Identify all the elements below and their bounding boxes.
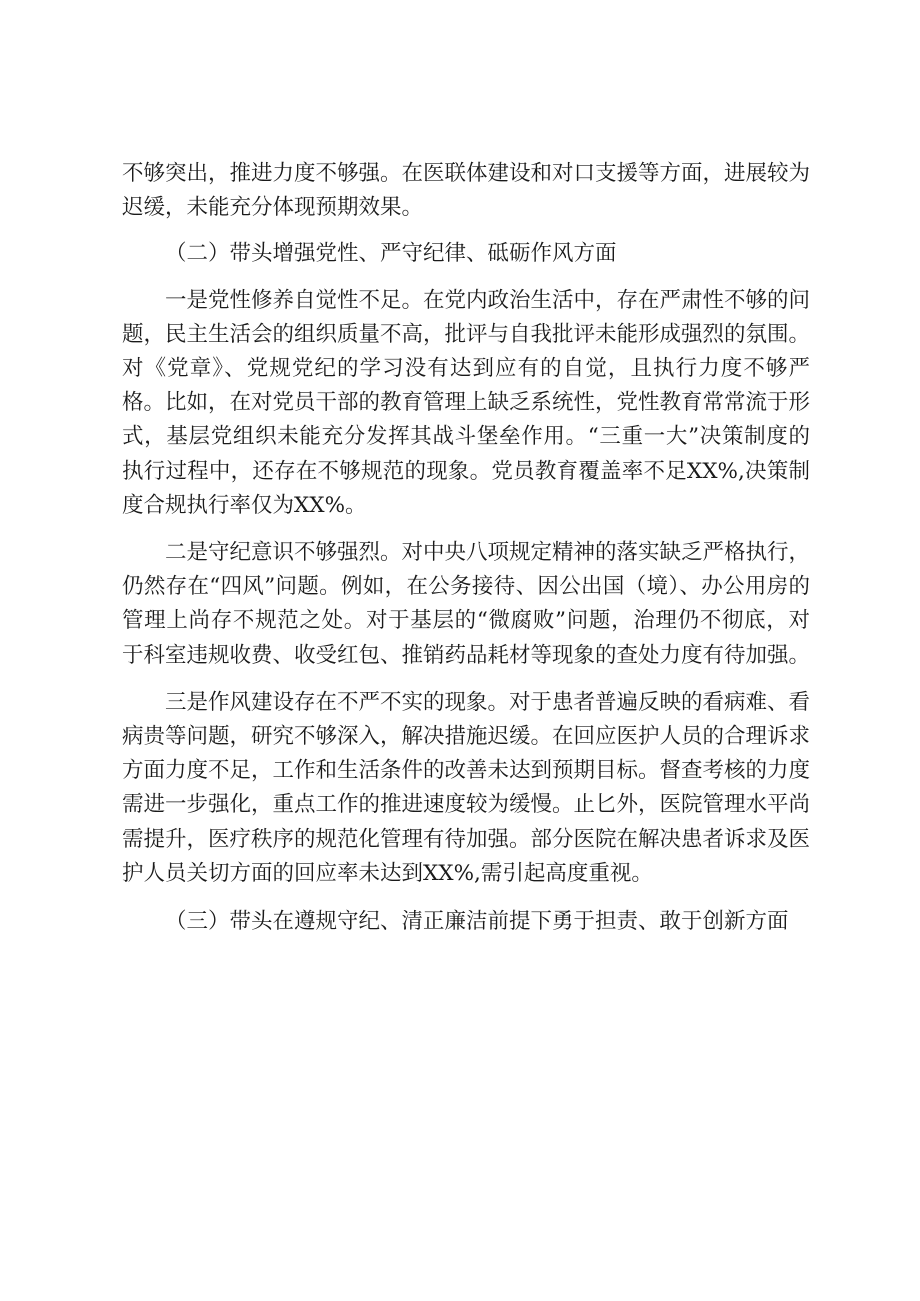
paragraph-continuation: 不够突出，推进力度不够强。在医联体建设和对口支援等方面，进展较为迟缓，未能充分体现预期效果。 xyxy=(122,161,811,221)
section-heading-2: （二）带头增强党性、严守纪律、砥砺作风方面 xyxy=(165,241,617,267)
paragraph-party-spirit: 一是党性修养自觉性不足。在党内政治生活中，存在严肃性不够的问题，民主生活会的组织质量不高，批评与自我批评未能形成强烈的氛围。对《党章》、党规党纪的学习没有达到应有的自觉，且执行力度不够严格。比如，在对党员干部的教育管理上缺乏系统性，党性教育常常流于形式，基层党组织未能充分发挥其战斗堡垒作用。“三重一大”决策制度的执行过程中，还存在不够规范的现象。党员教育覆盖率不足XX%,决策制度合规执行率仅为XX%。 xyxy=(122,287,811,518)
paragraph-work-style: 三是作风建设存在不严不实的现象。对于患者普遍反映的看病难、看病贵等问题，研究不够深入，解决措施迟缓。在回应医护人员的合理诉求方面力度不足，工作和生活条件的改善未达到预期目标。督查考核的力度需进一步强化，重点工作的推进速度较为缓慢。止匕外，医院管理水平尚需提升，医疗秩序的规范化管理有待加强。部分医院在解决患者诉求及医护人员关切方面的回应率未达到XX%,需引起高度重视。 xyxy=(122,689,811,886)
section-heading-3: （三）带头在遵规守纪、清正廉洁前提下勇于担责、敢于创新方面 xyxy=(165,909,789,935)
paragraph-discipline: 二是守纪意识不够强烈。对中央八项规定精神的落实缺乏严格执行，仍然存在“四风”问题。例如，在公务接待、因公出国（境）、办公用房的管理上尚存不规范之处。对于基层的“微腐败”问题，治理仍不彻底，对于科室违规收费、收受红包、推销药品耗材等现象的查处力度有待加强。 xyxy=(122,540,811,668)
document-body xyxy=(122,157,810,939)
